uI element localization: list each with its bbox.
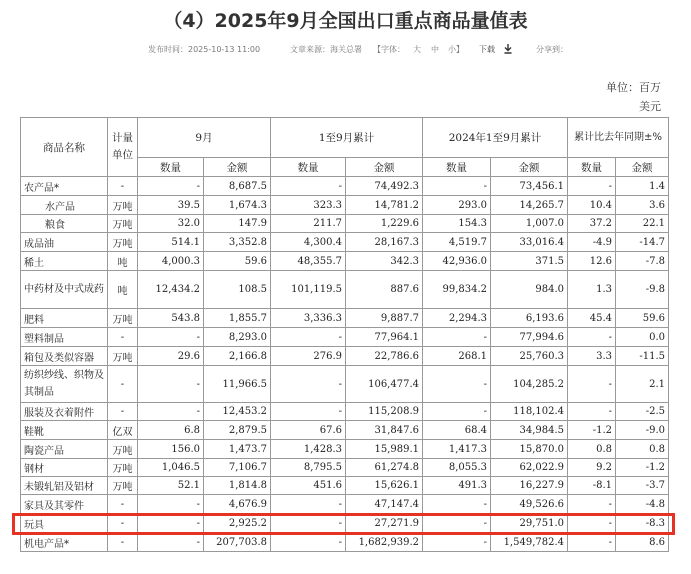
subheader-amount: 金额: [346, 158, 423, 177]
cell-unit: 万吨: [108, 233, 138, 252]
cell-cum-qty: 276.9: [271, 347, 346, 366]
subheader-qty: 数量: [568, 158, 616, 177]
table-row: [21, 233, 669, 252]
cell-name: 水产品: [21, 196, 108, 215]
download-button[interactable]: 下载: [479, 45, 495, 54]
cell-cum-qty: 323.3: [271, 196, 346, 215]
page-title: （4）2025年9月全国出口重点商品量值表: [163, 10, 528, 32]
cell-yoy-qty: 37.2: [568, 215, 616, 233]
cell-prev-qty: -: [423, 177, 491, 196]
subheader-qty: 数量: [423, 158, 491, 177]
header-unit: 计量单位: [108, 118, 138, 177]
cell-yoy-qty: -1.2: [568, 421, 616, 440]
cell-yoy-amount: 0.8: [616, 440, 669, 459]
cell-yoy-amount: 1.4: [616, 177, 669, 196]
cell-cum-qty: 211.7: [271, 215, 346, 233]
cell-prev-qty: -: [423, 514, 491, 533]
cell-unit: 吨: [108, 271, 138, 309]
cell-cum-amount: 1,229.6: [346, 215, 423, 233]
table-row: [21, 495, 669, 514]
cell-sep-qty: 52.1: [138, 477, 204, 495]
cell-sep-qty: -: [138, 495, 204, 514]
cell-prev-qty: 293.0: [423, 196, 491, 215]
cell-sep-amount: 1,473.7: [204, 440, 271, 459]
cell-yoy-qty: -: [568, 495, 616, 514]
cell-cum-amount: 28,167.3: [346, 233, 423, 252]
cell-unit: -: [108, 328, 138, 347]
table-row: [21, 328, 669, 347]
cell-cum-amount: 31,847.6: [346, 421, 423, 440]
cell-name: 塑料制品: [21, 328, 108, 347]
cell-unit: -: [108, 533, 138, 552]
cell-cum-qty: -: [271, 533, 346, 552]
table-row: [21, 347, 669, 366]
unit-label: 单位：百万美元: [606, 81, 661, 113]
cell-cum-amount: 15,626.1: [346, 477, 423, 495]
cell-prev-amount: 1,549,782.4: [491, 533, 568, 552]
cell-name: 箱包及类似容器: [21, 347, 108, 366]
cell-prev-amount: 33,016.4: [491, 233, 568, 252]
header-yoy: 累计比去年同期±%: [568, 118, 669, 158]
cell-prev-amount: 1,007.0: [491, 215, 568, 233]
cell-unit: 万吨: [108, 459, 138, 477]
font-size-label: 【字体：: [373, 45, 405, 54]
table-row: [21, 177, 669, 196]
cell-sep-amount: 59.6: [204, 252, 271, 271]
cell-cum-qty: -: [271, 328, 346, 347]
table-row: [21, 196, 669, 215]
cell-prev-qty: 68.4: [423, 421, 491, 440]
cell-sep-qty: -: [138, 533, 204, 552]
cell-name: 农产品*: [21, 177, 108, 196]
cell-yoy-amount: 0.0: [616, 328, 669, 347]
cell-prev-qty: -: [423, 533, 491, 552]
cell-name: 肥料: [21, 309, 108, 328]
cell-prev-qty: -: [423, 403, 491, 421]
cell-unit: -: [108, 495, 138, 514]
cell-prev-qty: 99,834.2: [423, 271, 491, 309]
cell-cum-qty: 101,119.5: [271, 271, 346, 309]
cell-sep-qty: -: [138, 366, 204, 403]
cell-name: 服装及衣着附件: [21, 403, 108, 421]
subheader-amount: 金额: [204, 158, 271, 177]
cell-name: 稀土: [21, 252, 108, 271]
cell-cum-qty: 3,336.3: [271, 309, 346, 328]
table-row: [21, 533, 669, 552]
cell-cum-qty: 1,428.3: [271, 440, 346, 459]
cell-sep-qty: 514.1: [138, 233, 204, 252]
cell-yoy-qty: -4.9: [568, 233, 616, 252]
cell-yoy-qty: -: [568, 328, 616, 347]
cell-prev-qty: 154.3: [423, 215, 491, 233]
font-size-large-button[interactable]: 大: [413, 45, 421, 54]
cell-prev-amount: 25,760.3: [491, 347, 568, 366]
cell-prev-amount: 984.0: [491, 271, 568, 309]
cell-yoy-amount: 2.1: [616, 366, 669, 403]
cell-sep-amount: 8,687.5: [204, 177, 271, 196]
table-body: [21, 177, 669, 552]
cell-unit: 万吨: [108, 477, 138, 495]
cell-prev-qty: 268.1: [423, 347, 491, 366]
header-prev-year: 2024年1至9月累计: [423, 118, 568, 158]
cell-yoy-amount: 3.6: [616, 196, 669, 215]
cell-unit: -: [108, 177, 138, 196]
publish-time: 发布时间：2025-10-13 11:00: [148, 45, 261, 54]
cell-cum-qty: -: [271, 403, 346, 421]
cell-name: 机电产品*: [21, 533, 108, 552]
cell-unit: -: [108, 514, 138, 533]
cell-prev-amount: 15,870.0: [491, 440, 568, 459]
download-arrow-icon[interactable]: [504, 44, 512, 54]
cell-prev-amount: 73,456.1: [491, 177, 568, 196]
table-row: [21, 514, 669, 533]
cell-yoy-amount: 59.6: [616, 309, 669, 328]
cell-sep-amount: 108.5: [204, 271, 271, 309]
cell-unit: -: [108, 366, 138, 403]
cell-prev-amount: 77,994.6: [491, 328, 568, 347]
cell-prev-qty: 4,519.7: [423, 233, 491, 252]
cell-sep-amount: 12,453.2: [204, 403, 271, 421]
cell-cum-qty: -: [271, 177, 346, 196]
table-row: [21, 440, 669, 459]
cell-cum-amount: 15,989.1: [346, 440, 423, 459]
table-row: [21, 271, 669, 309]
cell-cum-amount: 9,887.7: [346, 309, 423, 328]
subheader-amount: 金额: [491, 158, 568, 177]
cell-yoy-amount: -14.7: [616, 233, 669, 252]
cell-sep-qty: -: [138, 403, 204, 421]
cell-cum-qty: -: [271, 495, 346, 514]
cell-sep-qty: 39.5: [138, 196, 204, 215]
cell-yoy-amount: -4.8: [616, 495, 669, 514]
cell-cum-amount: 74,492.3: [346, 177, 423, 196]
cell-sep-qty: 1,046.5: [138, 459, 204, 477]
cell-sep-qty: 6.8: [138, 421, 204, 440]
cell-name: 家具及其零件: [21, 495, 108, 514]
cell-prev-amount: 62,022.9: [491, 459, 568, 477]
cell-yoy-qty: 45.4: [568, 309, 616, 328]
cell-yoy-amount: -7.8: [616, 252, 669, 271]
cell-sep-amount: 1,814.8: [204, 477, 271, 495]
cell-unit: 万吨: [108, 440, 138, 459]
table-row: [21, 459, 669, 477]
cell-yoy-qty: -: [568, 533, 616, 552]
cell-sep-amount: 1,674.3: [204, 196, 271, 215]
cell-name: 成品油: [21, 233, 108, 252]
header-jan-sep: 1至9月累计: [271, 118, 423, 158]
cell-unit: 万吨: [108, 309, 138, 328]
cell-yoy-qty: 0.8: [568, 440, 616, 459]
cell-cum-amount: 342.3: [346, 252, 423, 271]
cell-yoy-qty: 12.6: [568, 252, 616, 271]
cell-sep-amount: 11,966.5: [204, 366, 271, 403]
cell-yoy-amount: -3.7: [616, 477, 669, 495]
subheader-qty: 数量: [138, 158, 204, 177]
cell-prev-amount: 16,227.9: [491, 477, 568, 495]
cell-yoy-amount: -1.2: [616, 459, 669, 477]
cell-yoy-amount: -8.3: [616, 514, 669, 533]
cell-prev-qty: -: [423, 495, 491, 514]
cell-sep-qty: 12,434.2: [138, 271, 204, 309]
cell-prev-amount: 118,102.4: [491, 403, 568, 421]
cell-prev-amount: 34,984.5: [491, 421, 568, 440]
cell-sep-amount: 147.9: [204, 215, 271, 233]
cell-prev-qty: 42,936.0: [423, 252, 491, 271]
cell-prev-amount: 104,285.2: [491, 366, 568, 403]
cell-sep-amount: 2,925.2: [204, 514, 271, 533]
cell-prev-amount: 29,751.0: [491, 514, 568, 533]
table-row: [21, 421, 669, 440]
cell-cum-amount: 47,147.4: [346, 495, 423, 514]
cell-name: 中药材及中式成药: [21, 271, 108, 309]
cell-sep-amount: 4,676.9: [204, 495, 271, 514]
table-row: [21, 215, 669, 233]
cell-sep-qty: 156.0: [138, 440, 204, 459]
table-row: [21, 403, 669, 421]
cell-cum-amount: 77,964.1: [346, 328, 423, 347]
cell-cum-qty: 4,300.4: [271, 233, 346, 252]
table-row: [21, 252, 669, 271]
cell-prev-qty: 2,294.3: [423, 309, 491, 328]
table-row: [21, 366, 669, 403]
cell-sep-qty: -: [138, 177, 204, 196]
cell-cum-qty: -: [271, 366, 346, 403]
cell-name: 钢材: [21, 459, 108, 477]
cell-sep-amount: 2,166.8: [204, 347, 271, 366]
cell-sep-amount: 8,293.0: [204, 328, 271, 347]
cell-sep-qty: -: [138, 328, 204, 347]
cell-sep-amount: 7,106.7: [204, 459, 271, 477]
cell-cum-amount: 887.6: [346, 271, 423, 309]
cell-cum-amount: 106,477.4: [346, 366, 423, 403]
font-size-small-button[interactable]: 小】: [448, 45, 464, 54]
cell-cum-amount: 14,781.2: [346, 196, 423, 215]
cell-yoy-qty: -: [568, 177, 616, 196]
cell-name: 陶瓷产品: [21, 440, 108, 459]
cell-unit: -: [108, 403, 138, 421]
cell-prev-amount: 6,193.6: [491, 309, 568, 328]
cell-yoy-amount: 8.6: [616, 533, 669, 552]
font-size-medium-button[interactable]: 中: [431, 45, 439, 54]
cell-sep-amount: 2,879.5: [204, 421, 271, 440]
cell-yoy-qty: 10.4: [568, 196, 616, 215]
cell-yoy-qty: -: [568, 403, 616, 421]
cell-cum-qty: 8,795.5: [271, 459, 346, 477]
cell-prev-qty: -: [423, 366, 491, 403]
cell-sep-amount: 1,855.7: [204, 309, 271, 328]
subheader-qty: 数量: [271, 158, 346, 177]
cell-sep-qty: -: [138, 514, 204, 533]
article-source: 文章来源：海关总署: [290, 45, 362, 54]
cell-prev-amount: 14,265.7: [491, 196, 568, 215]
cell-cum-qty: 67.6: [271, 421, 346, 440]
cell-unit: 万吨: [108, 215, 138, 233]
cell-prev-qty: 8,055.3: [423, 459, 491, 477]
share-label: 分享到：: [536, 45, 568, 54]
cell-cum-amount: 1,682,939.2: [346, 533, 423, 552]
table-row: [21, 477, 669, 495]
cell-yoy-amount: -11.5: [616, 347, 669, 366]
cell-yoy-amount: -9.0: [616, 421, 669, 440]
cell-unit: 吨: [108, 252, 138, 271]
cell-name: 粮食: [21, 215, 108, 233]
cell-yoy-amount: -9.8: [616, 271, 669, 309]
cell-yoy-qty: -8.1: [568, 477, 616, 495]
cell-unit: 万吨: [108, 196, 138, 215]
cell-yoy-qty: 1.3: [568, 271, 616, 309]
cell-sep-amount: 3,352.8: [204, 233, 271, 252]
article-meta: [148, 44, 688, 58]
cell-yoy-amount: 22.1: [616, 215, 669, 233]
cell-prev-qty: 491.3: [423, 477, 491, 495]
cell-unit: 亿双: [108, 421, 138, 440]
header-name: 商品名称: [21, 118, 108, 177]
subheader-amount: 金额: [616, 158, 669, 177]
cell-cum-amount: 27,271.9: [346, 514, 423, 533]
cell-prev-qty: -: [423, 328, 491, 347]
cell-prev-amount: 49,526.6: [491, 495, 568, 514]
cell-prev-qty: 1,417.3: [423, 440, 491, 459]
cell-name: 未锻轧铝及铝材: [21, 477, 108, 495]
cell-cum-qty: 48,355.7: [271, 252, 346, 271]
table-row: [21, 309, 669, 328]
cell-cum-amount: 22,786.6: [346, 347, 423, 366]
cell-yoy-qty: 3.3: [568, 347, 616, 366]
cell-cum-qty: 451.6: [271, 477, 346, 495]
header-september: 9月: [138, 118, 271, 158]
cell-name: 纺织纱线、织物及其制品: [21, 366, 108, 403]
export-data-table: [20, 117, 669, 552]
cell-name: 鞋靴: [21, 421, 108, 440]
cell-sep-amount: 207,703.8: [204, 533, 271, 552]
cell-yoy-qty: -: [568, 514, 616, 533]
cell-cum-qty: -: [271, 514, 346, 533]
cell-sep-qty: 543.8: [138, 309, 204, 328]
cell-prev-amount: 371.5: [491, 252, 568, 271]
cell-sep-qty: 29.6: [138, 347, 204, 366]
cell-sep-qty: 32.0: [138, 215, 204, 233]
cell-yoy-qty: 9.2: [568, 459, 616, 477]
cell-yoy-amount: -2.5: [616, 403, 669, 421]
cell-cum-amount: 61,274.8: [346, 459, 423, 477]
cell-name: 玩具: [21, 514, 108, 533]
cell-unit: 万吨: [108, 347, 138, 366]
cell-yoy-qty: -: [568, 366, 616, 403]
cell-cum-amount: 115,208.9: [346, 403, 423, 421]
cell-sep-qty: 4,000.3: [138, 252, 204, 271]
